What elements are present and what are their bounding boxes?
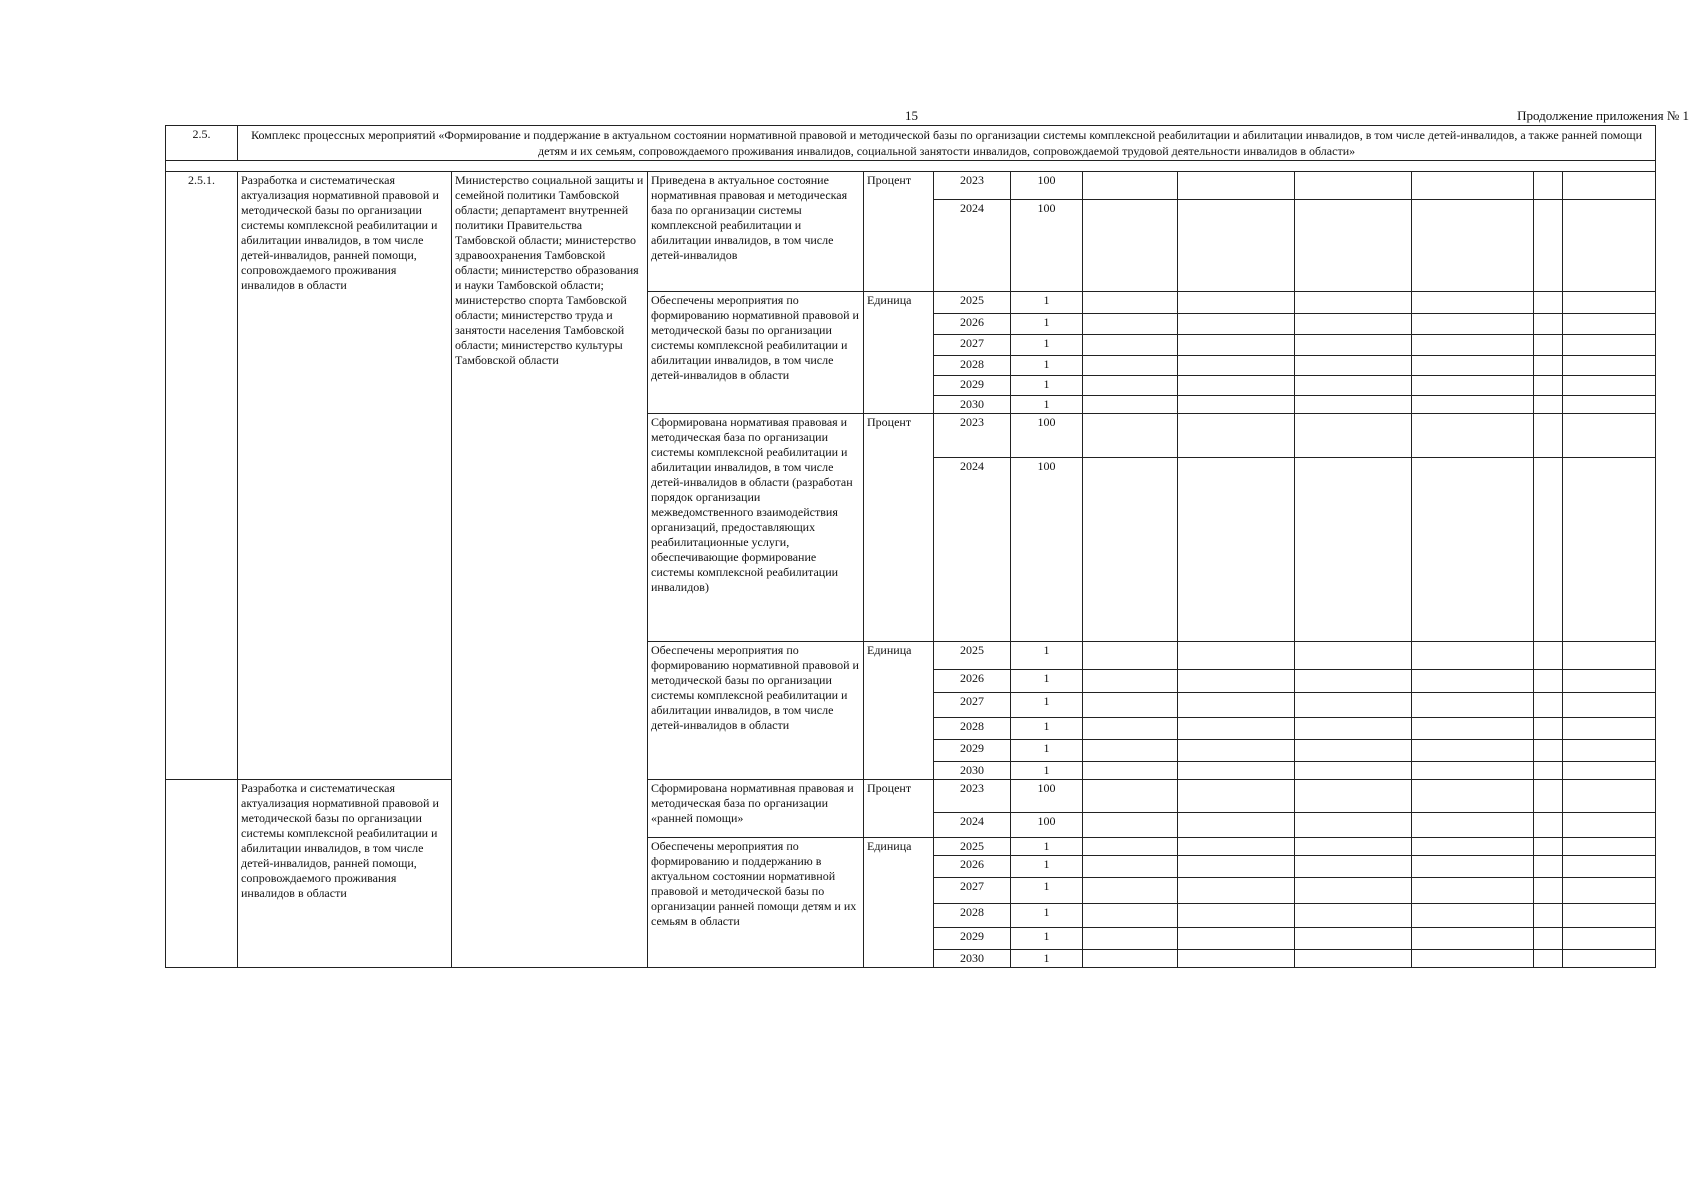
result-unit: Единица	[864, 642, 934, 780]
year-cell: 2023	[934, 172, 1011, 200]
year-cell: 2025	[934, 838, 1011, 856]
spacer-row	[166, 161, 1656, 172]
year-cell: 2030	[934, 950, 1011, 968]
value-cell: 1	[1011, 396, 1083, 414]
result-unit: Процент	[864, 414, 934, 642]
result-text: Обеспечены мероприятия по формированию нормативной правовой и методической базы по организации системы комплексной реабилитации и абилитации инвалидов, в том числе детей-инвалидов в области	[648, 642, 864, 780]
year-cell: 2024	[934, 813, 1011, 838]
value-cell: 1	[1011, 670, 1083, 693]
value-cell: 1	[1011, 856, 1083, 878]
year-cell: 2024	[934, 458, 1011, 642]
measure-executors: Министерство социальной защиты и семейной политики Тамбовской области; департамент внутренней политики Правительства Тамбовской области; министерство здравоохранения Тамбовской области; министерство образования и науки Тамбовской области; министерство спорта Тамбовской области; министерство труда и занятости населения Тамбовской области; министерство культуры Тамбовской области	[452, 172, 648, 968]
result-unit: Процент	[864, 172, 934, 292]
value-cell: 1	[1011, 314, 1083, 335]
section-header-row	[166, 126, 1656, 161]
section-title: Комплекс процессных мероприятий «Формирование и поддержание в актуальном состоянии нормативной правовой и методической базы по организации системы комплексной реабилитации и абилитации инвалидов, в том числе детей-инвалидов, а также ранней помощи детям и их семьям, сопровождаемого проживания инвалидов, социальной занятости инвалидов, сопровождаемой трудовой деятельности инвалидов в области»	[238, 126, 1656, 161]
measure-name: Разработка и систематическая актуализация нормативной правовой и методической базы по организации системы комплексной реабилитации и абилитации инвалидов, в том числе детей-инвалидов, ранней помощи, сопровождаемого проживания инвалидов в области	[238, 780, 452, 968]
measure-name: Разработка и систематическая актуализация нормативной правовой и методической базы по организации системы комплексной реабилитации и абилитации инвалидов, в том числе детей-инвалидов, ранней помощи, сопровождаемого проживания инвалидов в области	[238, 172, 452, 780]
value-cell: 100	[1011, 813, 1083, 838]
value-cell: 100	[1011, 172, 1083, 200]
year-cell: 2024	[934, 200, 1011, 292]
year-cell: 2027	[934, 878, 1011, 904]
year-cell: 2023	[934, 414, 1011, 458]
continuation-note: Продолжение приложения № 1	[1517, 108, 1689, 123]
value-cell: 1	[1011, 904, 1083, 928]
value-cell: 1	[1011, 376, 1083, 396]
value-cell: 100	[1011, 780, 1083, 813]
result-text: Сформирована нормативная правовая и методическая база по организации «ранней помощи»	[648, 780, 864, 838]
value-cell: 1	[1011, 718, 1083, 740]
result-text: Обеспечены мероприятия по формированию и поддержанию в актуальном состоянии нормативной правовой и методической базы по организации ранней помощи детям и их семьям в области	[648, 838, 864, 968]
value-cell: 1	[1011, 335, 1083, 356]
value-cell: 1	[1011, 356, 1083, 376]
value-cell: 100	[1011, 200, 1083, 292]
year-cell: 2027	[934, 693, 1011, 718]
year-cell: 2026	[934, 314, 1011, 335]
page-number: 15	[905, 108, 918, 123]
measures-table	[165, 125, 1656, 968]
value-cell: 1	[1011, 693, 1083, 718]
year-cell: 2029	[934, 376, 1011, 396]
year-cell: 2025	[934, 292, 1011, 314]
year-cell: 2025	[934, 642, 1011, 670]
value-cell: 1	[1011, 878, 1083, 904]
table-row	[166, 780, 1656, 813]
year-cell: 2029	[934, 928, 1011, 950]
year-cell: 2026	[934, 670, 1011, 693]
result-unit: Процент	[864, 780, 934, 838]
year-cell: 2030	[934, 762, 1011, 780]
year-cell: 2028	[934, 718, 1011, 740]
result-text: Обеспечены мероприятия по формированию нормативной правовой и методической базы по организации системы комплексной реабилитации и абилитации инвалидов, в том числе детей-инвалидов в области	[648, 292, 864, 414]
table-row	[166, 172, 1656, 200]
measure-number: 2.5.1.	[166, 172, 238, 780]
value-cell: 100	[1011, 458, 1083, 642]
section-number: 2.5.	[166, 126, 238, 161]
value-cell: 1	[1011, 762, 1083, 780]
result-unit: Единица	[864, 838, 934, 968]
value-cell: 1	[1011, 740, 1083, 762]
year-cell: 2028	[934, 356, 1011, 376]
year-cell: 2028	[934, 904, 1011, 928]
year-cell: 2030	[934, 396, 1011, 414]
year-cell: 2029	[934, 740, 1011, 762]
value-cell: 100	[1011, 414, 1083, 458]
value-cell: 1	[1011, 928, 1083, 950]
value-cell: 1	[1011, 838, 1083, 856]
result-text: Сформирована нормативая правовая и методическая база по организации системы комплексной реабилитации и абилитации инвалидов, в том числе детей-инвалидов в области (разработан порядок организации межведомственного взаимодействия организаций, предоставляющих реабилитационные услуги, обеспечивающие формирование системы комплексной реабилитации инвалидов)	[648, 414, 864, 642]
value-cell: 1	[1011, 950, 1083, 968]
year-cell: 2027	[934, 335, 1011, 356]
year-cell: 2023	[934, 780, 1011, 813]
result-text: Приведена в актуальное состояние нормативная правовая и методическая база по организации системы комплексной реабилитации и абилитации инвалидов, в том числе детей-инвалидов	[648, 172, 864, 292]
value-cell: 1	[1011, 642, 1083, 670]
result-unit: Единица	[864, 292, 934, 414]
value-cell: 1	[1011, 292, 1083, 314]
year-cell: 2026	[934, 856, 1011, 878]
